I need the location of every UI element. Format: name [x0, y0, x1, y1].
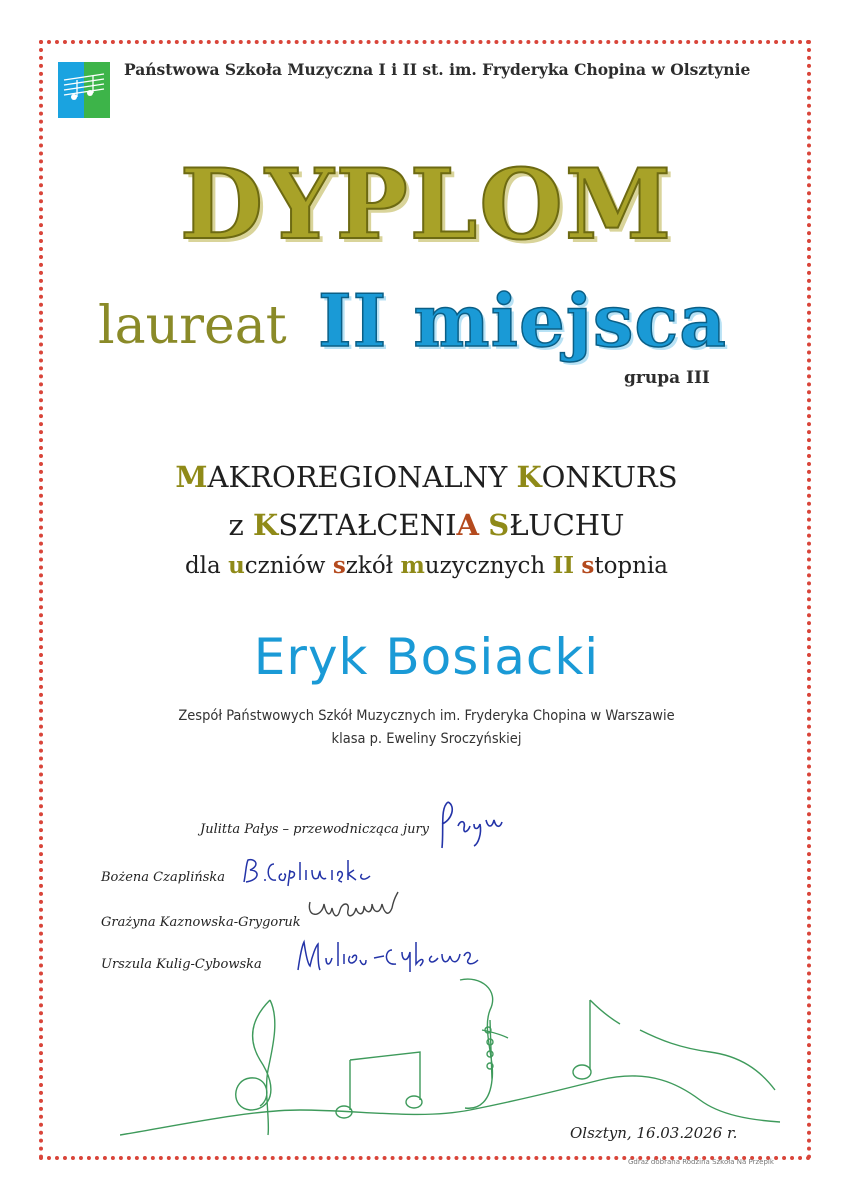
award-group: grupa III: [624, 368, 710, 388]
diploma-title: DYPLOM: [179, 148, 674, 261]
laureate-name: Eryk Bosiacki: [253, 628, 600, 686]
competition-text-segment: z: [228, 508, 254, 542]
competition-name-line-3: [0, 552, 853, 579]
competition-text-segment: II: [552, 552, 575, 579]
competition-text-segment: A: [456, 508, 480, 542]
jury-member-4: Urszula Kulig-Cybowska: [101, 957, 262, 972]
jury-member-1: Julitta Pałys – przewodnicząca jury: [200, 822, 430, 837]
competition-text-segment: K: [253, 508, 279, 542]
competition-text-segment: s: [332, 552, 346, 579]
school-logo-icon: [58, 62, 110, 118]
competition-text-segment: S: [488, 508, 510, 542]
competition-text-segment: ONKURS: [541, 460, 678, 494]
school-name-header: Państwowa Szkoła Muzyczna I i II st. im. Fryderyka Chopina w Olsztynie: [124, 60, 751, 79]
printer-note: Gdraz dobrana Rodzina Szkoła Na Przepik: [628, 1158, 774, 1166]
competition-text-segment: SZTAŁCENI: [278, 508, 457, 542]
competition-text-segment: u: [228, 552, 245, 579]
competition-text-segment: AKROREGIONALNY: [207, 460, 517, 494]
laureate-class: klasa p. Eweliny Sroczyńskiej: [331, 731, 522, 747]
competition-text-segment: s: [581, 552, 595, 579]
signature-1: [430, 798, 510, 860]
competition-text-segment: dla: [184, 553, 229, 579]
competition-text-segment: zkół: [345, 553, 401, 579]
competition-text-segment: [479, 508, 488, 542]
music-decoration-icon: [120, 960, 800, 1140]
laureate-school: Zespół Państwowych Szkół Muzycznych im. Fryderyka Chopina w Warszawie: [178, 708, 675, 724]
jury-member-2: Bożena Czaplińska: [101, 870, 226, 885]
signature-2: [238, 856, 378, 888]
competition-text-segment: topnia: [594, 553, 669, 579]
issue-date: Olsztyn, 16.03.2026 r.: [570, 1124, 738, 1142]
award-prefix: laureat: [98, 296, 287, 356]
competition-text-segment: K: [516, 460, 542, 494]
competition-text-segment: uzycznych: [424, 553, 553, 579]
signature-3: [300, 888, 410, 928]
award-place: II miejsca: [318, 278, 727, 363]
competition-text-segment: M: [175, 460, 208, 494]
competition-name-line-2: [0, 508, 853, 542]
competition-name-line-1: [0, 460, 853, 494]
competition-text-segment: czniów: [244, 553, 333, 579]
competition-text-segment: m: [400, 552, 425, 579]
jury-member-3: Grażyna Kaznowska-Grygoruk: [101, 915, 301, 930]
competition-text-segment: ŁUCHU: [509, 508, 625, 542]
